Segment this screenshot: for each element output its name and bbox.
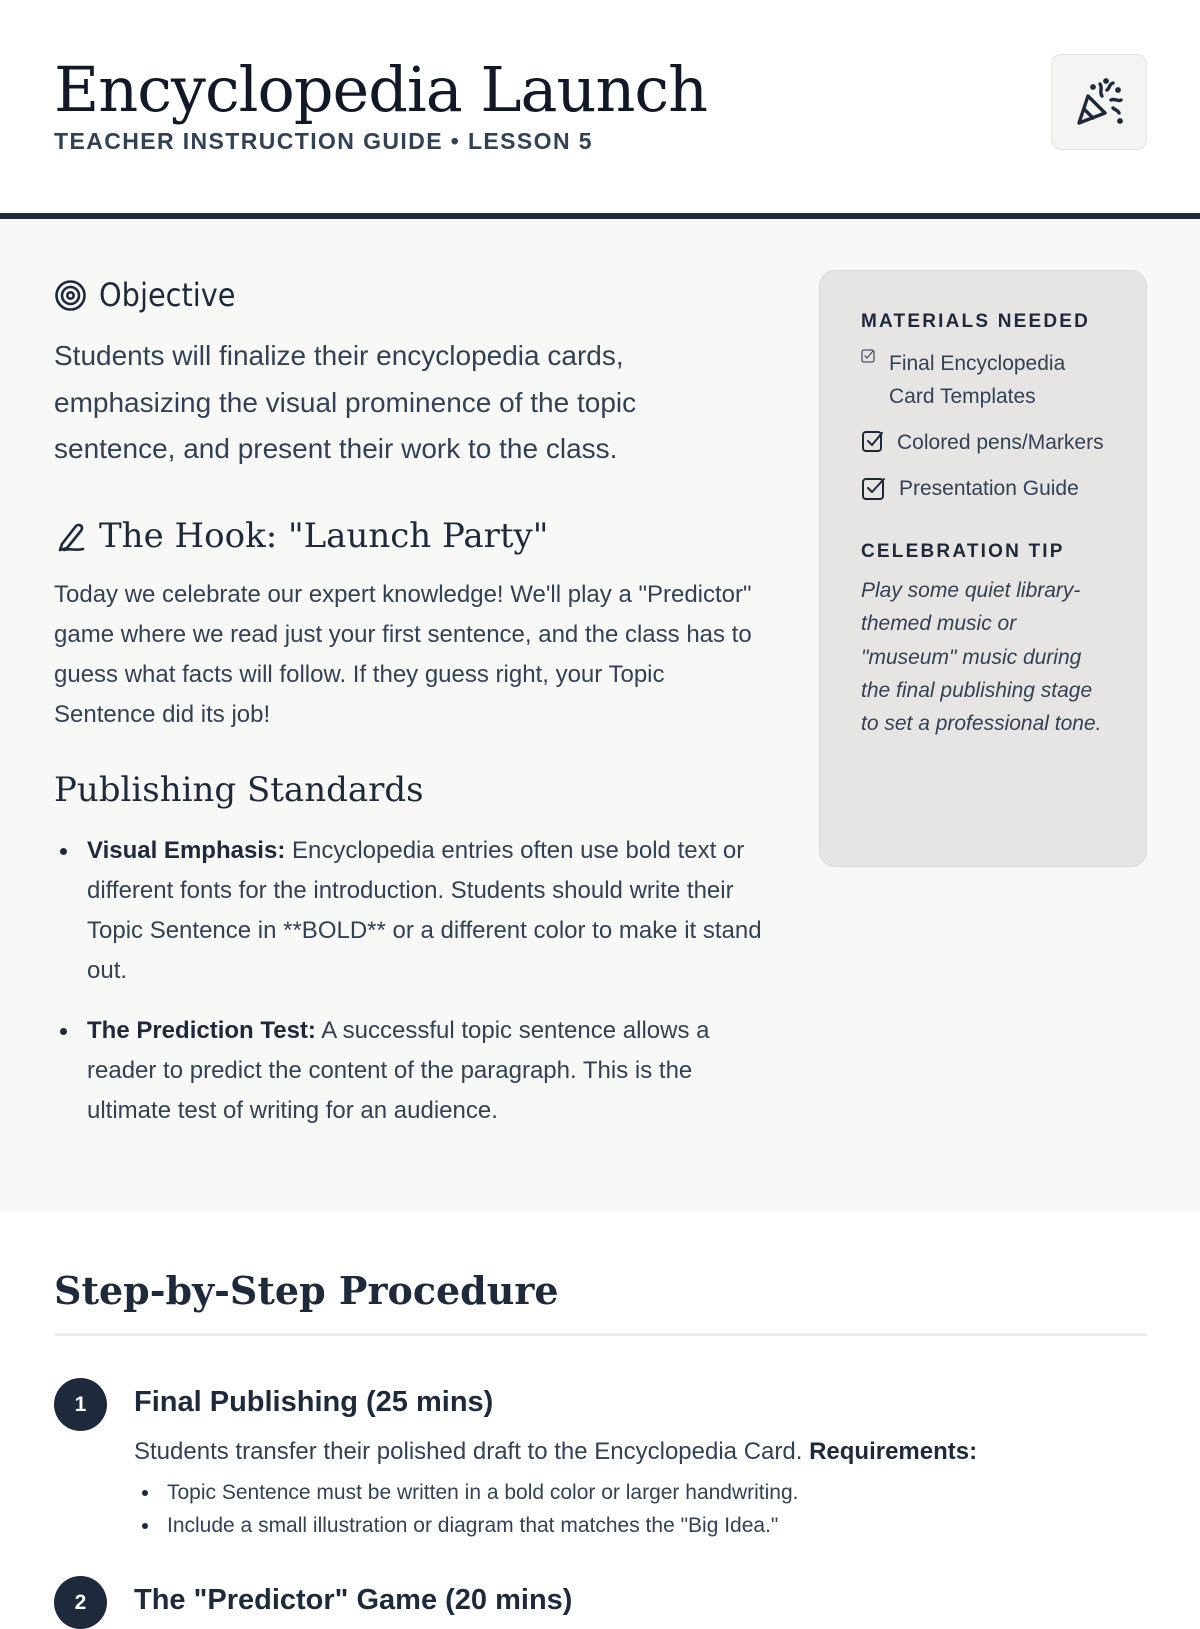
checkbox-icon: [861, 349, 875, 363]
procedure-section: [0, 1213, 1200, 1616]
lesson-overview: [0, 219, 1200, 1213]
step-desc-text: Students transfer their polished draft to the Encyclopedia Card.: [134, 1438, 803, 1465]
step-title: Final Publishing (25 mins): [134, 1386, 494, 1418]
objective-text: Students will finalize their encyclopedia cards, emphasizing the visual prominence of the topic sentence, and present their work to the class.: [54, 340, 637, 464]
objective-heading-text: Objective: [99, 276, 236, 314]
step-number: 2: [54, 1576, 107, 1629]
divider: [54, 1333, 1147, 1336]
page-header: [0, 0, 1200, 219]
page-subtitle: TEACHER INSTRUCTION GUIDE • LESSON 5: [54, 128, 593, 154]
party-popper-icon: [1073, 76, 1125, 128]
list-item: Topic Sentence must be written in a bold color or larger handwriting.: [134, 1476, 799, 1509]
step-desc-bold: Requirements:: [809, 1438, 978, 1465]
materials-label: MATERIALS NEEDED: [861, 311, 1091, 332]
target-icon: [54, 279, 87, 312]
list-item: [861, 426, 1106, 459]
hook-heading: [54, 516, 548, 556]
hook-text: Today we celebrate our expert knowledge! We'll play a "Predictor" game where we read just your first sentence, and the class has to guess what facts will follow. If they guess right, your Topic Sentence did its job!: [54, 581, 752, 728]
step-title: The "Predictor" Game (20 mins): [134, 1584, 573, 1616]
pen-icon: [54, 520, 87, 553]
materials-list: [861, 347, 1106, 505]
step-number: 1: [54, 1378, 107, 1431]
checkbox-icon: [861, 476, 887, 502]
materials-card: [819, 270, 1147, 867]
publishing-list: [54, 831, 764, 1151]
list-item: [861, 472, 1106, 505]
item-text: Encyclopedia entries often use bold text or different fonts for the introduction. Students should write their Topic Sentence in **BOLD** or a different color to make it stand out.: [87, 837, 762, 984]
hook-heading-text: The Hook: "Launch Party": [99, 516, 549, 556]
material-label: Presentation Guide: [899, 477, 1079, 500]
item-label: Visual Emphasis:: [87, 837, 286, 864]
list-item: [861, 347, 1106, 413]
page-title: Encyclopedia Launch: [54, 53, 708, 126]
header-badge: [1051, 54, 1147, 150]
list-item: Include a small illustration or diagram that matches the "Big Idea.": [134, 1509, 799, 1542]
material-label: Colored pens/Markers: [897, 431, 1104, 454]
item-text: A successful topic sentence allows a reader to predict the content of the paragraph. This is the ultimate test of writing for an audience.: [87, 1017, 710, 1124]
list-item: [54, 1011, 764, 1131]
objective-heading: [54, 275, 236, 315]
tip-text: Play some quiet library-themed music or "museum" music during the final publishing stage to set a professional tone.: [861, 579, 1102, 736]
item-label: The Prediction Test:: [87, 1017, 316, 1044]
step-bullets: [134, 1476, 799, 1542]
publishing-heading: Publishing Standards: [54, 770, 424, 810]
procedure-heading: Step-by-Step Procedure: [54, 1268, 559, 1313]
list-item: [54, 831, 764, 991]
material-label: Final Encyclopedia Card Templates: [889, 352, 1066, 408]
step-description: [134, 1432, 977, 1472]
tip-label: CELEBRATION TIP: [861, 541, 1065, 562]
checkbox-icon: [861, 430, 885, 454]
